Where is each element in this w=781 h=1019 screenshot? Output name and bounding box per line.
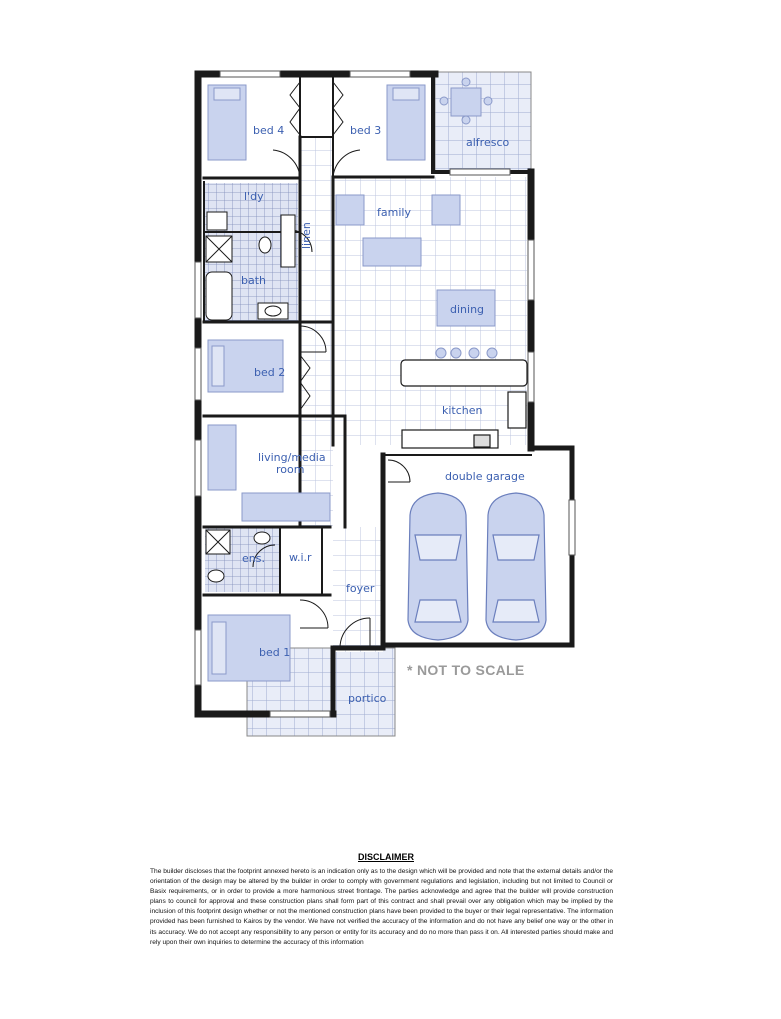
label-family: family: [377, 206, 411, 219]
label-living: living/media: [258, 451, 326, 464]
garage-cars: [408, 493, 546, 640]
label-dining: dining: [450, 303, 485, 316]
label-bed1: bed 1: [259, 646, 291, 659]
label-alfresco: alfresco: [466, 136, 510, 149]
label-kitchen: kitchen: [442, 404, 483, 417]
label-bath: bath: [241, 274, 267, 287]
label-bed3: bed 3: [350, 124, 382, 137]
label-ens: ens.: [242, 552, 265, 565]
label-garage: double garage: [445, 470, 525, 483]
label-bed2: bed 2: [254, 366, 286, 379]
label-linen: linen: [300, 222, 313, 249]
label-wir: w.i.r: [289, 551, 312, 564]
disclaimer-text: The builder discloses that the footprint annexed hereto is an indication only as to the design which will be provided and note that the external details and/or the orientation of the design may be altered by the builder in order to comply with government regulations and legislation, including but not limited to Council or Basix requirements, or in order to provide a more harmonious street frontage. The parties acknowledge and agree that the builder will provide construction plans to council for approval and these construction plans shall form part of this contract and shall prevail over any obligation which may be implied by the inclusion of this footprint design whether or not the mentioned construction plans have been provided to the buyer or their legal representative. The information provided has been furnished to Kairos by the vendor. We have not verified the accuracy of the information and do not have any belief one way or the other in its accuracy. We do not accept any responsibility to any person or entity for its accuracy and do no more than pass it on. All interested parties should make and rely upon their own inquiries to determine the accuracy of this information: [150, 868, 613, 946]
label-bed4: bed 4: [253, 124, 285, 137]
label-living-room: room: [276, 463, 305, 476]
label-foyer: foyer: [346, 582, 375, 595]
disclaimer-title: DISCLAIMER: [358, 852, 414, 862]
not-to-scale-note: * NOT TO SCALE: [407, 662, 525, 678]
label-portico: portico: [348, 692, 387, 705]
label-ldy: l'dy: [244, 190, 264, 203]
alfresco-area: [435, 72, 531, 172]
